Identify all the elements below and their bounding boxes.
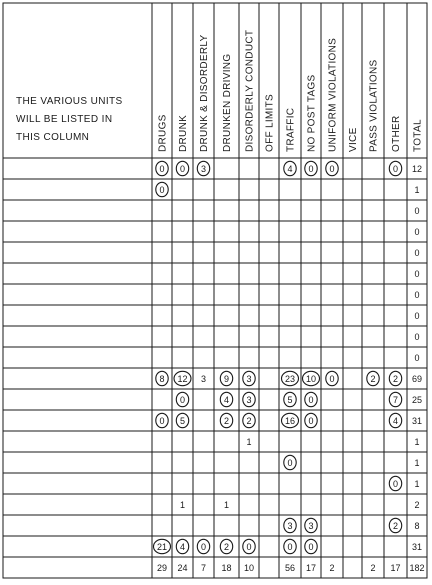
- cell-value: 7: [392, 394, 399, 405]
- cell-value: 4: [179, 541, 186, 552]
- cell-value: 3: [200, 163, 207, 174]
- cell-value: 2: [246, 415, 252, 426]
- units-column-header: [16, 96, 123, 143]
- row-total: 1: [414, 184, 420, 195]
- cell-value: 0: [308, 394, 314, 405]
- cell-value: 0: [159, 163, 165, 174]
- column-header: DRUNK & DISORDERLY: [199, 34, 210, 152]
- cell-value: 5: [179, 415, 186, 426]
- cell-value: 8: [159, 373, 165, 384]
- cell-value: 3: [246, 394, 252, 405]
- column-header: UNIFORM VIOLATIONS: [327, 37, 339, 152]
- column-total: 24: [177, 562, 188, 573]
- cell-value: 0: [287, 457, 293, 468]
- column-header: TOTAL: [412, 119, 424, 152]
- column-header: OFF LIMITS: [264, 94, 276, 152]
- cell-value: 0: [308, 163, 314, 174]
- cell-value: 2: [392, 373, 399, 384]
- cell-value: 0: [159, 184, 165, 195]
- row-total: 0: [414, 310, 420, 321]
- cell-value: 5: [287, 394, 293, 405]
- cell-value: 3: [287, 520, 293, 531]
- row-total: 2: [414, 499, 420, 510]
- column-header: OTHER: [391, 115, 402, 152]
- cell-value: 0: [159, 415, 165, 426]
- cell-value: 0: [287, 541, 293, 552]
- cell-value: 16: [284, 415, 296, 426]
- grid-lines: [3, 3, 427, 578]
- intro-line: WILL BE LISTED IN: [16, 114, 113, 125]
- cell-value: 2: [370, 373, 376, 384]
- column-total: 182: [409, 562, 425, 573]
- cell-value: 10: [305, 373, 317, 384]
- column-total: 18: [221, 562, 232, 573]
- row-total: 8: [414, 520, 420, 531]
- cell-value: 0: [329, 373, 335, 384]
- cell-value: 0: [179, 394, 186, 405]
- cell-value: 1: [179, 499, 186, 510]
- row-total: 0: [414, 352, 420, 363]
- row-total: 0: [414, 289, 420, 300]
- cell-value: 2: [223, 541, 230, 552]
- column-total: 56: [284, 562, 296, 573]
- column-total: 10: [243, 562, 255, 573]
- intro-line: THIS COLUMN: [16, 132, 90, 143]
- column-header: DRUGS: [157, 114, 169, 152]
- row-total: 0: [414, 331, 420, 342]
- cell-value: 0: [308, 415, 314, 426]
- cell-value: 23: [284, 373, 296, 384]
- column-header: TRAFFIC: [285, 107, 297, 152]
- cell-value: 2: [223, 415, 230, 426]
- cell-value: 3: [200, 373, 207, 384]
- row-total: 1: [414, 436, 420, 447]
- cell-value: 2: [392, 520, 399, 531]
- intro-line: THE VARIOUS UNITS: [16, 96, 123, 107]
- row-total: 31: [411, 415, 423, 426]
- form-border: [3, 3, 427, 578]
- row-total: 0: [414, 268, 420, 279]
- cell-value: 4: [287, 163, 293, 174]
- row-total: 25: [411, 394, 423, 405]
- cell-value: 0: [308, 541, 314, 552]
- cell-value: 0: [392, 163, 399, 174]
- row-total: 0: [414, 247, 420, 258]
- column-header: DRUNKEN DRIVING: [222, 53, 233, 152]
- cell-value: 4: [223, 394, 230, 405]
- column-total: 17: [305, 562, 317, 573]
- cell-value: 3: [246, 373, 252, 384]
- column-header: DRUNK: [178, 114, 189, 152]
- cell-value: 1: [246, 436, 252, 447]
- cell-value: 4: [392, 415, 399, 426]
- column-header: VICE: [348, 127, 359, 152]
- row-total: 1: [414, 457, 420, 468]
- column-total: 7: [200, 562, 207, 573]
- column-total: 29: [156, 562, 168, 573]
- column-total: 2: [370, 562, 376, 573]
- row-total: 69: [411, 373, 423, 384]
- column-header: DISORDERLY CONDUCT: [244, 29, 256, 152]
- column-header: PASS VIOLATIONS: [368, 59, 380, 152]
- cell-value: 9: [223, 373, 230, 384]
- row-total: 31: [411, 541, 423, 552]
- cell-value: 12: [177, 373, 188, 384]
- column-total: 17: [390, 562, 401, 573]
- row-total: 0: [414, 205, 420, 216]
- cell-value: 1: [223, 499, 230, 510]
- column-total: 2: [329, 562, 335, 573]
- cell-value: 0: [329, 163, 335, 174]
- cell-value: 21: [156, 541, 168, 552]
- column-header: NO POST TAGS: [306, 74, 318, 152]
- data-cells: [154, 161, 423, 553]
- cell-value: 0: [246, 541, 252, 552]
- row-total: 1: [414, 478, 420, 489]
- cell-value: 0: [392, 478, 399, 489]
- row-total: 0: [414, 226, 420, 237]
- cell-value: 3: [308, 520, 314, 531]
- cell-value: 0: [200, 541, 207, 552]
- row-total: 12: [411, 163, 423, 174]
- cell-value: 0: [179, 163, 186, 174]
